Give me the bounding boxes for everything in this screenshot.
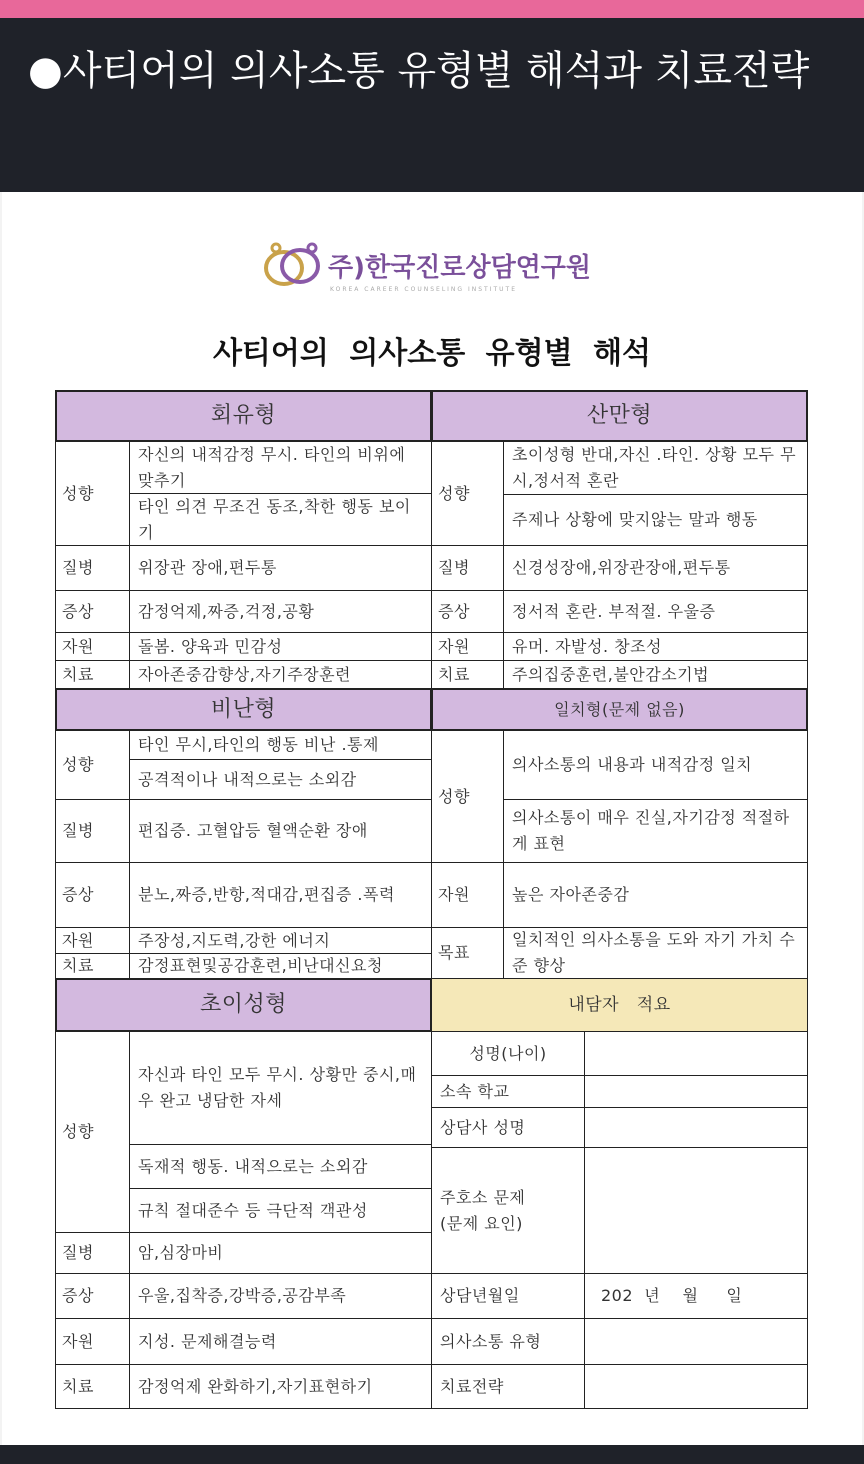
- blaming-trait-1: 타인 무시,타인의 행동 비난 .통제: [129, 730, 432, 760]
- label-trait: 성향: [431, 441, 504, 546]
- label-symptom: 증상: [55, 862, 130, 928]
- irrelevant-symptom: 정서적 혼란. 부적절. 우울증: [503, 590, 808, 633]
- placating-trait-1: 자신의 내적감정 무시. 타인의 비위에 맞추기: [129, 441, 432, 494]
- irrelevant-header: 산만형: [431, 390, 808, 442]
- document-title: 사티어의 의사소통 유형별 해석: [212, 336, 652, 371]
- client-summary-header: 내담자 적요: [431, 978, 808, 1032]
- treatment-strategy-field[interactable]: [584, 1364, 808, 1409]
- congruent-goal: 일치적인 의사소통을 도와 자기 가치 수준 향상: [503, 927, 808, 979]
- label-symptom: 증상: [431, 590, 504, 633]
- knot-logo-icon: [262, 240, 324, 290]
- irrelevant-trait-1: 초이성형 반대,자신 .타인. 상황 모두 무시,정서적 혼란: [503, 441, 808, 495]
- counsel-date-field[interactable]: 202 년 월 일: [584, 1273, 808, 1319]
- congruent-header: 일치형(문제 없음): [431, 688, 808, 731]
- blaming-treatment: 감정표현및공감훈련,비난대신요청: [129, 953, 432, 979]
- irrelevant-resource: 유머. 자발성. 창조성: [503, 632, 808, 661]
- label-disease: 질병: [55, 1232, 130, 1274]
- counselor-name-field[interactable]: [584, 1107, 808, 1148]
- main-complaint-field[interactable]: [584, 1147, 808, 1274]
- placating-trait-2: 타인 의견 무조건 동조,착한 행동 보이기: [129, 493, 432, 546]
- blaming-disease: 편집증. 고혈압등 혈액순환 장애: [129, 799, 432, 863]
- label-resource: 자원: [55, 1318, 130, 1365]
- label-disease: 질병: [55, 799, 130, 863]
- counselor-name-label: 상담사 성명: [431, 1107, 585, 1148]
- comm-type-field[interactable]: [584, 1318, 808, 1365]
- congruent-trait-2: 의사소통이 매우 진실,자기감정 적절하게 표현: [503, 799, 808, 863]
- main-complaint-label: 주호소 문제 (문제 요인): [431, 1147, 585, 1274]
- placating-resource: 돌봄. 양육과 민감성: [129, 632, 432, 661]
- blaming-trait-2: 공격적이나 내적으로는 소외감: [129, 759, 432, 800]
- client-name-age-field[interactable]: [584, 1031, 808, 1076]
- superreasonable-disease: 암,심장마비: [129, 1232, 432, 1274]
- label-goal: 목표: [431, 927, 504, 979]
- bottom-bar: [0, 1445, 864, 1464]
- label-treatment: 치료: [431, 660, 504, 689]
- label-resource: 자원: [431, 862, 504, 928]
- superreasonable-resource: 지성. 문제해결능력: [129, 1318, 432, 1365]
- label-trait: 성향: [55, 730, 130, 800]
- treatment-strategy-label: 치료전략: [431, 1364, 585, 1409]
- logo: [262, 240, 591, 290]
- superreasonable-symptom: 우울,집착증,강박증,공감부족: [129, 1273, 432, 1319]
- label-symptom: 증상: [55, 1273, 130, 1319]
- client-school-label: 소속 학교: [431, 1075, 585, 1108]
- label-treatment: 치료: [55, 660, 130, 689]
- placating-symptom: 감정억제,짜증,걱정,공황: [129, 590, 432, 633]
- superreasonable-header: 초이성형: [55, 978, 432, 1032]
- placating-disease: 위장관 장애,편두통: [129, 545, 432, 591]
- logo-text: 주)한국진로상담연구원: [328, 252, 592, 283]
- label-disease: 질병: [431, 545, 504, 591]
- client-school-field[interactable]: [584, 1075, 808, 1108]
- label-disease: 질병: [55, 545, 130, 591]
- logo-subtitle: KOREA CAREER COUNSELING INSTITUTE: [330, 286, 517, 293]
- counsel-date-label: 상담년월일: [431, 1273, 585, 1319]
- congruent-trait-1: 의사소통의 내용과 내적감정 일치: [503, 730, 808, 800]
- superreasonable-trait-2: 독재적 행동. 내적으로는 소외감: [129, 1144, 432, 1189]
- label-resource: 자원: [431, 632, 504, 661]
- top-accent-bar: [0, 0, 864, 18]
- superreasonable-trait-1: 자신과 타인 모두 무시. 상황만 중시,매우 완고 냉담한 자세: [129, 1031, 432, 1145]
- comm-type-label: 의사소통 유형: [431, 1318, 585, 1365]
- label-trait: 성향: [55, 1031, 130, 1233]
- blaming-resource: 주장성,지도력,강한 에너지: [129, 927, 432, 954]
- label-resource: 자원: [55, 632, 130, 661]
- irrelevant-treatment: 주의집중훈련,불안감소기법: [503, 660, 808, 689]
- label-trait: 성향: [431, 730, 504, 863]
- blaming-header: 비난형: [55, 688, 432, 731]
- label-resource: 자원: [55, 927, 130, 954]
- label-treatment: 치료: [55, 1364, 130, 1409]
- placating-treatment: 자아존중감향상,자기주장훈련: [129, 660, 432, 689]
- superreasonable-treatment: 감정억제 완화하기,자기표현하기: [129, 1364, 432, 1409]
- label-trait: 성향: [55, 441, 130, 546]
- irrelevant-disease: 신경성장애,위장관장애,편두통: [503, 545, 808, 591]
- blaming-symptom: 분노,짜증,반항,적대감,편집증 .폭력: [129, 862, 432, 928]
- congruent-resource: 높은 자아존중감: [503, 862, 808, 928]
- superreasonable-trait-3: 규칙 절대준수 등 극단적 객관성: [129, 1188, 432, 1233]
- client-name-age-label: 성명(나이): [431, 1031, 585, 1076]
- label-symptom: 증상: [55, 590, 130, 633]
- irrelevant-trait-2: 주제나 상황에 맞지않는 말과 행동: [503, 494, 808, 546]
- label-treatment: 치료: [55, 953, 130, 979]
- post-title: ●사티어의 의사소통 유형별 해석과 치료전략: [0, 18, 864, 192]
- placating-header: 회유형: [55, 390, 432, 442]
